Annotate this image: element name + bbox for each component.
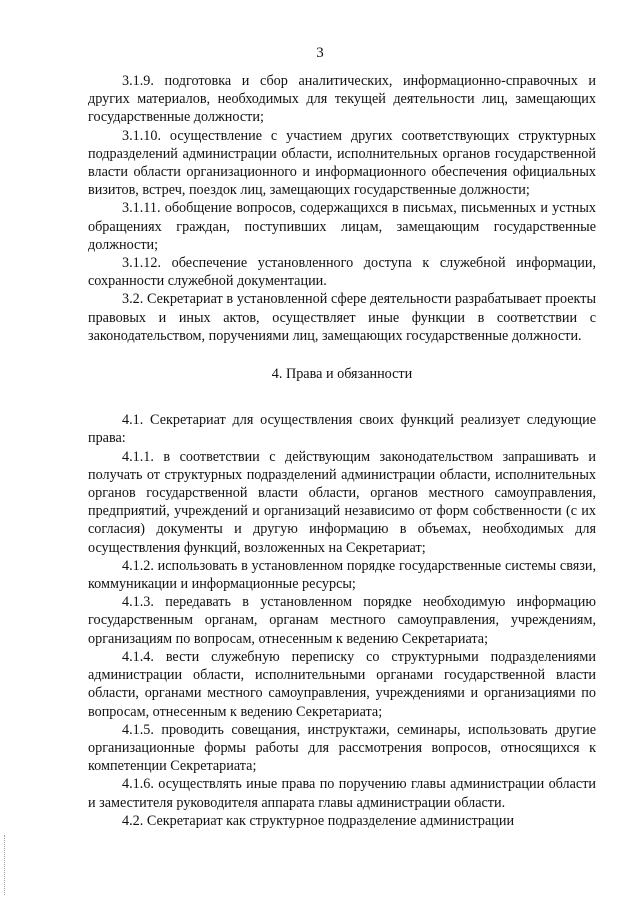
paragraph-3-2: 3.2. Секретариат в установленной сфере деятельности разрабатывает проекты правовых и иных актов, осуществляет иные функции в соответствии с законодательством, поручениями лиц, замещающих государственные должности. [88,291,596,344]
paragraph-4-1-1: 4.1.1. в соответствии с действующим законодательством запрашивать и получать от структурных подразделений администрации области, исполнительных органов государственной власти области, органов местного самоуправления, предприятий, учреждений и организаций независимо от форм собственности (с их согласия) документы и другую информацию в объемах, необходимых для осуществления функций, возложенных на Секретариат; [88,448,596,556]
paragraph-4-2: 4.2. Секретариат как структурное подразделение администрации [122,812,515,829]
paragraph-4-1-5: 4.1.5. проводить совещания, инструктажи, семинары, использовать другие организационные формы работы для рассмотрения вопросов, относящихся к компетенции Секретариата; [88,721,596,775]
page-number: 3 [316,45,324,61]
paragraph-3-1-12: 3.1.12. обеспечение установленного доступа к служебной информации, сохранности служебной документации. [88,255,596,290]
scan-edge-marks [4,835,7,895]
paragraph-4-1-6: 4.1.6. осуществлять иные права по поручению главы администрации области и заместителя руководителя аппарата главы администрации области. [88,776,596,811]
paragraph-4-1-3: 4.1.3. передавать в установленном порядке необходимую информацию государственным органам, органам местного самоуправления, учреждениям, организациям по вопросам, отнесенным к ведению Секретариата; [88,594,596,647]
paragraph-3-1-9: 3.1.9. подготовка и сбор аналитических, информационно-справочных и других материалов, необходимых для текущей деятельности лиц, замещающих государственные должности; [88,73,596,126]
paragraph-4-1-2: 4.1.2. использовать в установленном порядке государственные системы связи, коммуникации и информационные ресурсы; [88,557,596,593]
paragraph-4-1: 4.1. Секретариат для осуществления своих функций реализует следующие права: [88,412,596,447]
paragraph-3-1-11: 3.1.11. обобщение вопросов, содержащихся в письмах, письменных и устных обращениях граждан, поступивших лицам, замещающим государственные должности; [88,200,596,253]
section-heading: 4. Права и обязанности [271,366,413,383]
paragraph-4-1-4: 4.1.4. вести служебную переписку со структурными подразделениями администрации области, исполнительными органами государственной власти области, органами местного самоуправления, учреждениями и организациями по вопросам, отнесенным к ведению Секретариата; [88,648,596,720]
document-body [88,72,596,830]
paragraph-3-1-10: 3.1.10. осуществление с участием других соответствующих структурных подразделений администрации области, исполнительных органов государственной власти области организационного и информационного обеспечения официальных визитов, встреч, поездок лиц, замещающих государственные должности; [88,127,596,199]
